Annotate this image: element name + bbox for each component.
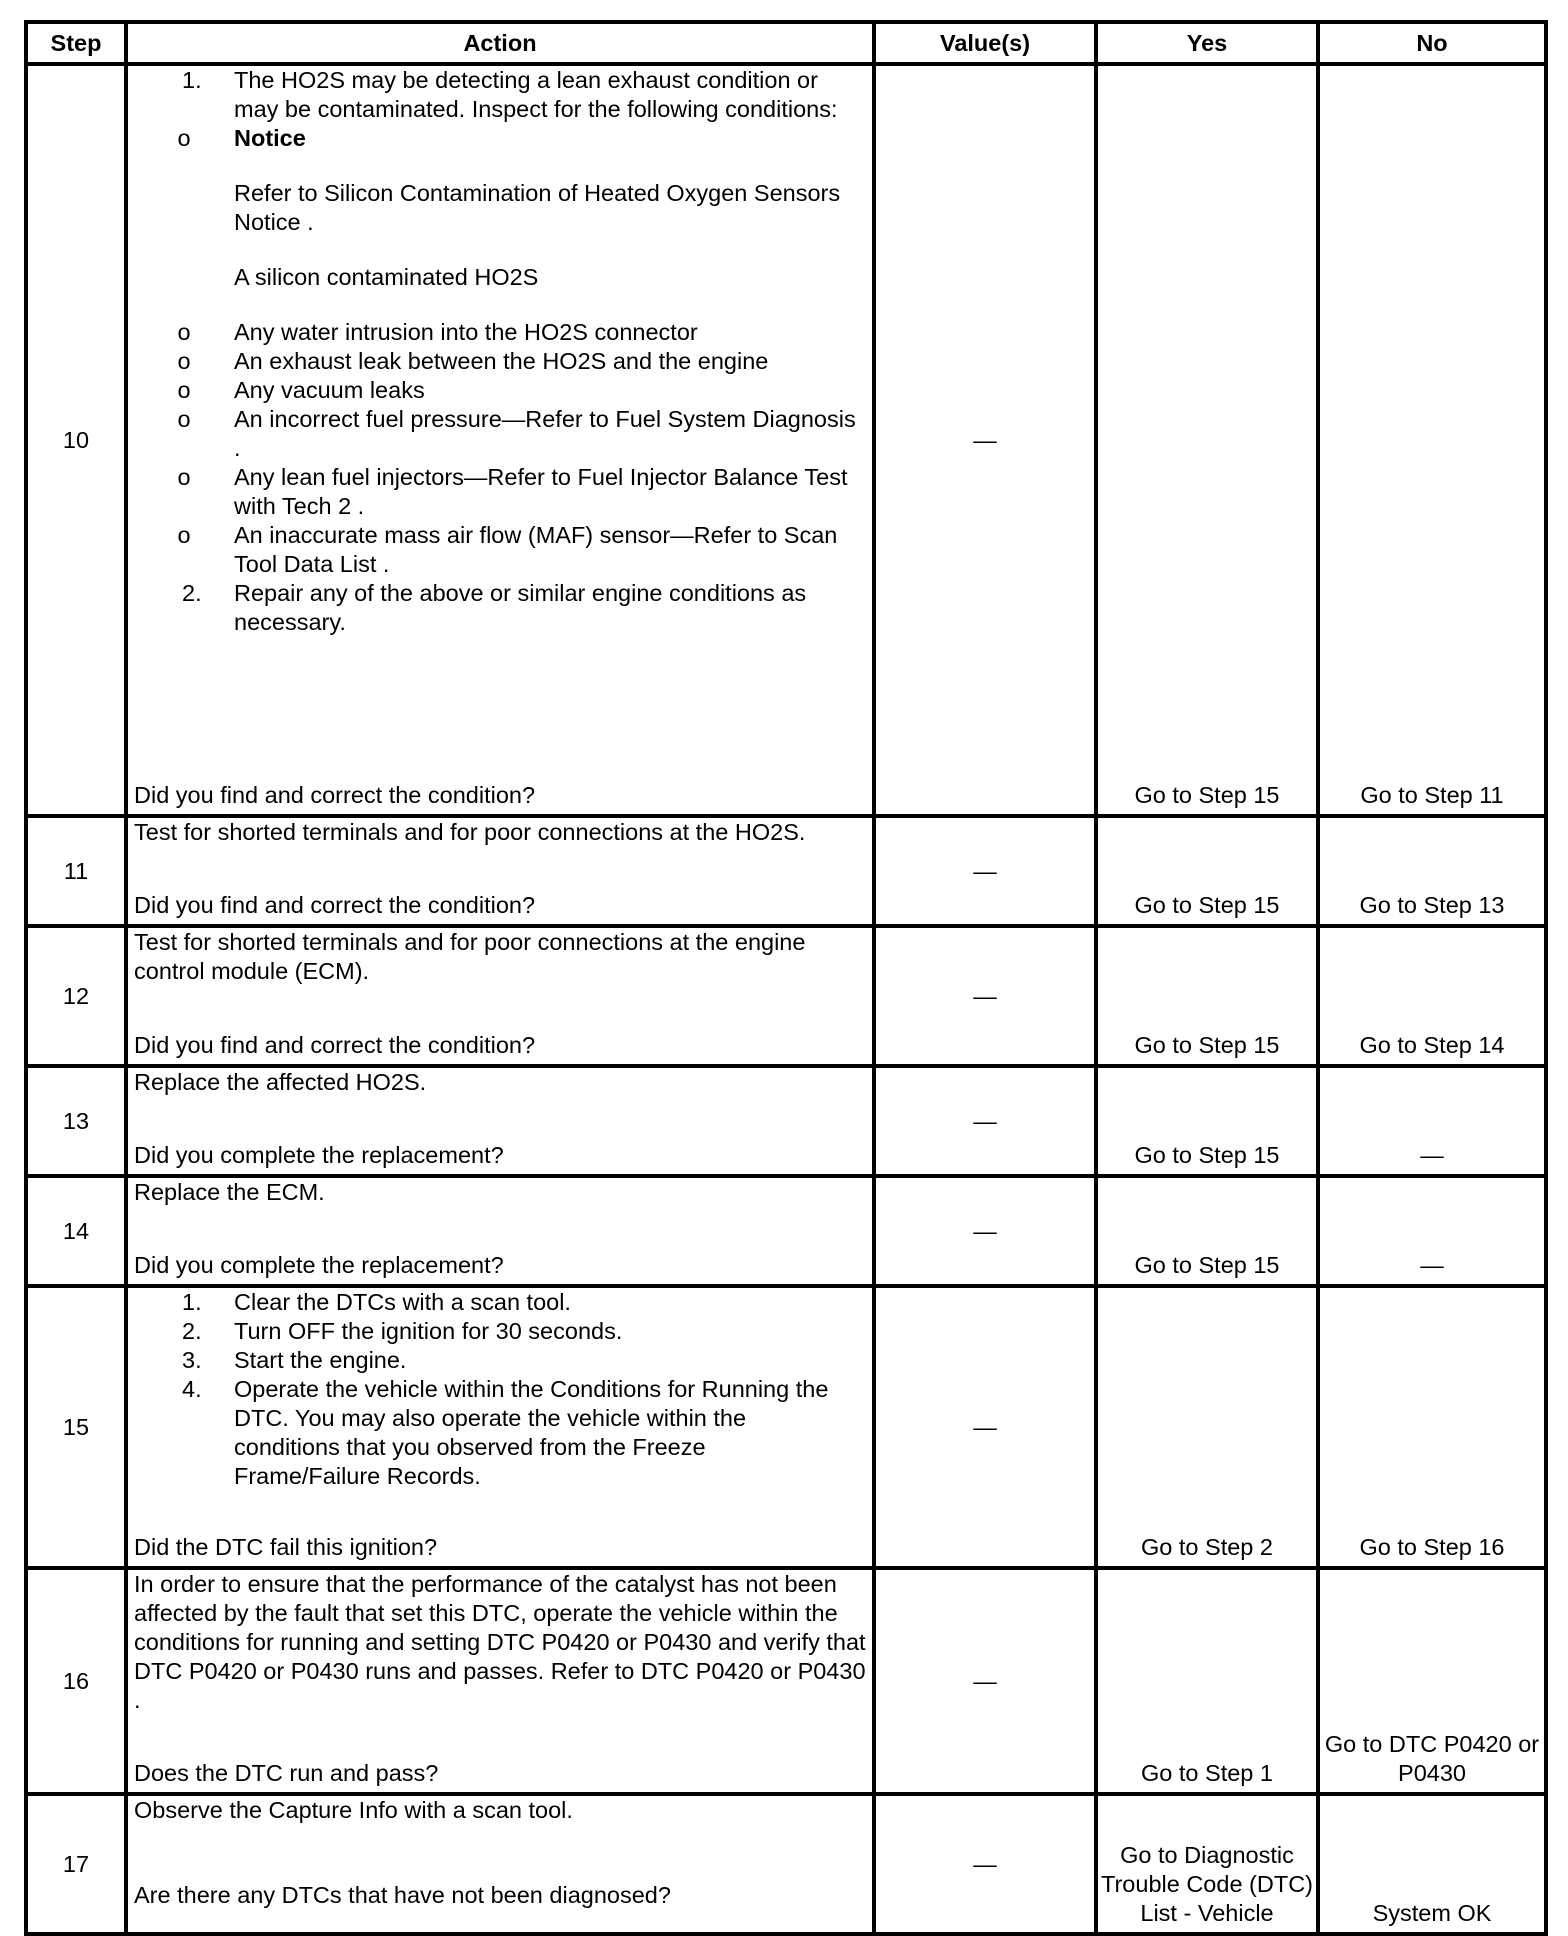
- value-cell: —: [874, 1794, 1096, 1934]
- list-text: Operate the vehicle within the Conditions for Running the DTC. You may also operate the vehicle within the conditions that you observed from the Freeze Frame/Failure Records.: [234, 1376, 829, 1489]
- yes-cell: Go to Step 1: [1096, 1568, 1318, 1794]
- list-text: The HO2S may be detecting a lean exhaust condition or may be contaminated. Inspect for the following conditions:: [234, 67, 838, 122]
- table-row: [26, 1568, 1546, 1794]
- bullet-icon: o: [177, 377, 191, 403]
- list-item: [134, 1375, 866, 1491]
- list-number: 1.: [182, 1289, 202, 1315]
- bullet-icon: o: [177, 464, 191, 490]
- table-row: [26, 1794, 1546, 1934]
- action-cell: [126, 816, 874, 926]
- list-item: [134, 1317, 866, 1346]
- list-text: Any vacuum leaks: [234, 377, 425, 403]
- table-row: [26, 926, 1546, 1066]
- value-cell: —: [874, 816, 1096, 926]
- step-number: 16: [26, 1568, 126, 1794]
- notice-title: Notice: [234, 125, 306, 151]
- action-text: Replace the affected HO2S.: [134, 1069, 427, 1095]
- step-number: 10: [26, 64, 126, 816]
- question-text: Did you find and correct the condition?: [134, 782, 536, 808]
- list-number: 2.: [182, 580, 202, 606]
- notice-text: A silicon contaminated HO2S: [234, 264, 539, 290]
- list-text: Turn OFF the ignition for 30 seconds.: [234, 1318, 623, 1344]
- header-row: [26, 22, 1546, 64]
- list-item: [134, 1288, 866, 1317]
- list-item: [134, 376, 866, 405]
- value-cell: —: [874, 64, 1096, 816]
- bullet-icon: o: [177, 125, 191, 151]
- no-cell: Go to Step 11: [1318, 64, 1546, 816]
- bullet-icon: o: [177, 406, 191, 432]
- question-text: Did you complete the replacement?: [134, 1252, 504, 1278]
- header-no: No: [1318, 22, 1546, 64]
- action-cell: [126, 926, 874, 1066]
- question-text: Did you complete the replacement?: [134, 1142, 504, 1168]
- list-item: [134, 405, 866, 463]
- question-text: Does the DTC run and pass?: [134, 1760, 439, 1786]
- no-cell: Go to DTC P0420 or P0430: [1318, 1568, 1546, 1794]
- yes-cell: Go to Step 15: [1096, 1176, 1318, 1286]
- question-text: Did you find and correct the condition?: [134, 1032, 536, 1058]
- action-cell: [126, 1176, 874, 1286]
- list-item: [134, 66, 866, 124]
- action-text: Replace the ECM.: [134, 1179, 325, 1205]
- bullet-icon: o: [177, 522, 191, 548]
- action-text: Test for shorted terminals and for poor connections at the HO2S.: [134, 819, 806, 845]
- yes-cell: Go to Step 2: [1096, 1286, 1318, 1568]
- question-text: Did the DTC fail this ignition?: [134, 1534, 438, 1560]
- list-text: An incorrect fuel pressure—Refer to Fuel System Diagnosis .: [234, 406, 856, 461]
- no-cell: Go to Step 14: [1318, 926, 1546, 1066]
- list-number: 4.: [182, 1376, 202, 1402]
- action-cell: [126, 1568, 874, 1794]
- yes-cell: Go to Diagnostic Trouble Code (DTC) List - Vehicle: [1096, 1794, 1318, 1934]
- table-row: [26, 1066, 1546, 1176]
- no-cell: Go to Step 13: [1318, 816, 1546, 926]
- step-number: 15: [26, 1286, 126, 1568]
- bullet-icon: o: [177, 348, 191, 374]
- action-text: Observe the Capture Info with a scan tool.: [134, 1797, 573, 1823]
- value-cell: —: [874, 926, 1096, 1066]
- value-cell: —: [874, 1066, 1096, 1176]
- step-number: 11: [26, 816, 126, 926]
- question-text: Did you find and correct the condition?: [134, 892, 536, 918]
- diagnostic-table: [24, 20, 1548, 1936]
- list-number: 1.: [182, 67, 202, 93]
- list-item: [134, 1346, 866, 1375]
- value-cell: —: [874, 1176, 1096, 1286]
- no-cell: System OK: [1318, 1794, 1546, 1934]
- step-number: 13: [26, 1066, 126, 1176]
- action-text: Test for shorted terminals and for poor connections at the engine control module (ECM).: [134, 929, 806, 984]
- step-number: 17: [26, 1794, 126, 1934]
- list-item: [134, 521, 866, 579]
- question-text: Are there any DTCs that have not been diagnosed?: [134, 1882, 671, 1908]
- table-row: [26, 816, 1546, 926]
- no-cell: —: [1318, 1176, 1546, 1286]
- header-values: Value(s): [874, 22, 1096, 64]
- yes-cell: Go to Step 15: [1096, 1066, 1318, 1176]
- header-step: Step: [26, 22, 126, 64]
- list-item: [134, 318, 866, 347]
- table-row: [26, 64, 1546, 816]
- list-item: [134, 463, 866, 521]
- table-row: [26, 1176, 1546, 1286]
- list-number: 2.: [182, 1318, 202, 1344]
- list-item: [134, 347, 866, 376]
- list-item: [134, 579, 866, 637]
- notice-text: Refer to Silicon Contamination of Heated Oxygen Sensors Notice .: [234, 180, 841, 235]
- bullet-icon: o: [177, 319, 191, 345]
- list-text: Repair any of the above or similar engine conditions as necessary.: [234, 580, 807, 635]
- action-cell: [126, 1286, 874, 1568]
- yes-cell: Go to Step 15: [1096, 926, 1318, 1066]
- action-text: In order to ensure that the performance of the catalyst has not been affected by the fault that set this DTC, operate the vehicle within the conditions for running and setting DTC P0420 or P0430 and verify that DTC P0420 or P0430 runs and passes. Refer to DTC P0420 or P0430 .: [134, 1571, 866, 1713]
- list-text: An exhaust leak between the HO2S and the engine: [234, 348, 769, 374]
- list-text: Start the engine.: [234, 1347, 407, 1373]
- header-action: Action: [126, 22, 874, 64]
- step-number: 14: [26, 1176, 126, 1286]
- yes-cell: Go to Step 15: [1096, 64, 1318, 816]
- list-text: Clear the DTCs with a scan tool.: [234, 1289, 571, 1315]
- action-cell: [126, 1794, 874, 1934]
- list-text: Any lean fuel injectors—Refer to Fuel Injector Balance Test with Tech 2 .: [234, 464, 848, 519]
- yes-cell: Go to Step 15: [1096, 816, 1318, 926]
- table-row: [26, 1286, 1546, 1568]
- header-yes: Yes: [1096, 22, 1318, 64]
- list-number: 3.: [182, 1347, 202, 1373]
- list-text: An inaccurate mass air flow (MAF) sensor—Refer to Scan Tool Data List .: [234, 522, 838, 577]
- step-number: 12: [26, 926, 126, 1066]
- list-text: Any water intrusion into the HO2S connector: [234, 319, 698, 345]
- no-cell: Go to Step 16: [1318, 1286, 1546, 1568]
- notice-item: [134, 124, 866, 318]
- action-cell: [126, 64, 874, 816]
- value-cell: —: [874, 1568, 1096, 1794]
- action-cell: [126, 1066, 874, 1176]
- value-cell: —: [874, 1286, 1096, 1568]
- no-cell: —: [1318, 1066, 1546, 1176]
